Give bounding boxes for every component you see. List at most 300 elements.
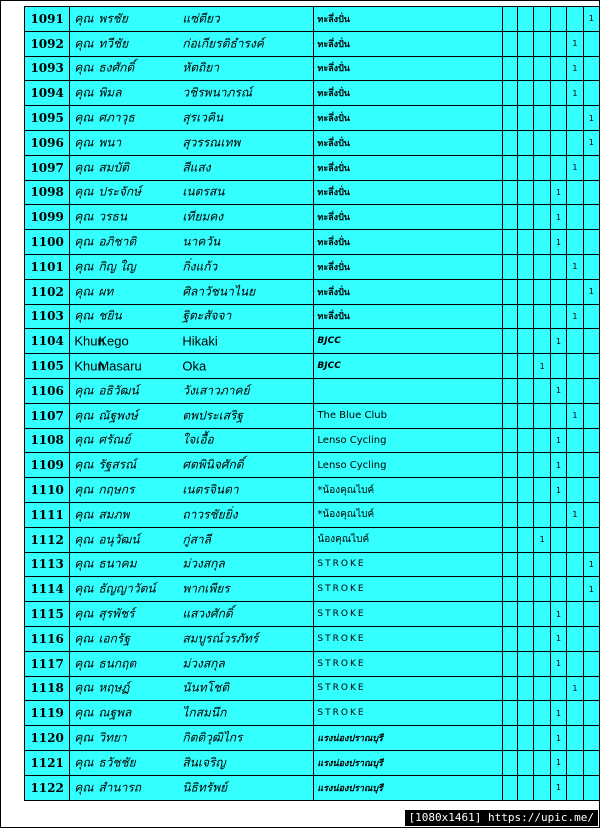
first-name: อธิวัฒน์ [98,383,139,398]
first-name: วรธน [98,209,128,224]
participant-name-cell [70,81,314,106]
category-cell-5 [567,626,583,651]
category-cell-5 [567,726,583,751]
name-title: คุณ [74,408,94,423]
last-name: เทียมคง [182,209,224,224]
club-name: แรงน่องปราณบุรี [314,750,503,775]
row-number: 1105 [25,354,70,379]
participant-name-cell [70,478,314,503]
category-cell-5 [567,552,583,577]
table-row [25,750,600,775]
row-number: 1113 [25,552,70,577]
participant-name-cell [70,626,314,651]
last-name: ม่วงสกุล [182,556,225,571]
name-title: คุณ [74,705,94,720]
category-cell-1 [503,254,518,279]
category-cell-6 [583,329,599,354]
row-number: 1097 [25,155,70,180]
row-number: 1115 [25,602,70,627]
row-number: 1114 [25,577,70,602]
name-title: คุณ [74,507,94,522]
category-cell-2 [518,7,534,32]
last-name: ฐิตะสัจจา [182,308,232,323]
club-name: ทะลึ่งปั่น [314,155,503,180]
category-cell-6 [583,527,599,552]
category-cell-5 [567,106,583,131]
category-cell-1 [503,81,518,106]
row-number: 1092 [25,31,70,56]
participant-name-cell [70,552,314,577]
category-cell-3 [534,701,550,726]
club-name: แรงน่องปราณบุรี [314,726,503,751]
category-cell-2 [518,304,534,329]
category-cell-5 [567,577,583,602]
category-cell-4: 1 [550,775,566,800]
last-name: วชิรพนาภรณ์ [182,85,252,100]
category-cell-2 [518,453,534,478]
name-title: คุณ [74,135,94,150]
first-name: เอกรัฐ [98,631,130,646]
first-name: ธนาคม [98,556,137,571]
category-cell-1 [503,428,518,453]
club-name: ทะลึ่งปั่น [314,205,503,230]
category-cell-2 [518,577,534,602]
category-cell-2 [518,205,534,230]
category-cell-6: 1 [583,106,599,131]
category-cell-3 [534,205,550,230]
category-cell-3 [534,453,550,478]
club-name: ทะลึ่งปั่น [314,304,503,329]
club-name: แรงน่องปราณบุรี [314,775,503,800]
category-cell-5: 1 [567,56,583,81]
category-cell-2 [518,701,534,726]
category-cell-4: 1 [550,626,566,651]
category-cell-6: 1 [583,279,599,304]
category-cell-2 [518,726,534,751]
category-cell-4 [550,106,566,131]
category-cell-2 [518,602,534,627]
category-cell-3 [534,180,550,205]
category-cell-6: 1 [583,552,599,577]
category-cell-3 [534,31,550,56]
last-name: พากเพียร [182,581,230,596]
category-cell-4: 1 [550,329,566,354]
category-cell-3 [534,7,550,32]
category-cell-6 [583,31,599,56]
participant-name-cell [70,180,314,205]
image-size-caption: [1080x1461] https://upic.me/ [405,810,598,826]
first-name: ศรัณย์ [98,432,131,447]
category-cell-1 [503,378,518,403]
name-title: คุณ [74,656,94,671]
category-cell-1 [503,7,518,32]
category-cell-6 [583,205,599,230]
category-cell-4: 1 [550,726,566,751]
category-cell-5 [567,180,583,205]
category-cell-4 [550,354,566,379]
category-cell-6 [583,453,599,478]
club-name: Lenso Cycling [314,453,503,478]
category-cell-1 [503,775,518,800]
category-cell-1 [503,230,518,255]
category-cell-3 [534,304,550,329]
club-name: ทะลึ่งปั่น [314,254,503,279]
last-name: สุวรรณเทพ [182,135,241,150]
row-number: 1119 [25,701,70,726]
category-cell-4 [550,130,566,155]
table-row [25,180,600,205]
category-cell-5 [567,329,583,354]
name-title: คุณ [74,259,94,274]
category-cell-6 [583,378,599,403]
table-row [25,403,600,428]
first-name: สมบัติ [98,160,129,175]
club-name: STROKE [314,602,503,627]
participant-name-cell [70,155,314,180]
category-cell-3 [534,230,550,255]
category-cell-5 [567,775,583,800]
category-cell-2 [518,106,534,131]
category-cell-4 [550,31,566,56]
category-cell-1 [503,750,518,775]
club-name: BJCC [314,354,503,379]
name-title: คุณ [74,234,94,249]
category-cell-4: 1 [550,205,566,230]
last-name: สุรเวคิน [182,110,224,125]
club-name: ทะลึ่งปั่น [314,130,503,155]
last-name: Oka [182,358,207,374]
category-cell-1 [503,626,518,651]
name-title: คุณ [74,11,94,26]
last-name: เนตรสน [182,184,225,199]
first-name: สำนารถ [98,780,142,795]
category-cell-5: 1 [567,81,583,106]
table-row [25,155,600,180]
first-name: ธวัชชัย [98,755,136,770]
last-name: ศิลาวัชนาไนย [182,284,256,299]
category-cell-1 [503,354,518,379]
last-name: ไกสมนึก [182,705,227,720]
table-row [25,726,600,751]
club-name: *น้องคุณไบค์ [314,478,503,503]
category-cell-6 [583,775,599,800]
table-row [25,453,600,478]
category-cell-4 [550,304,566,329]
category-cell-6 [583,304,599,329]
category-cell-5 [567,602,583,627]
category-cell-5 [567,354,583,379]
category-cell-5 [567,230,583,255]
last-name: นาควัน [182,234,221,249]
participant-name-cell [70,106,314,131]
category-cell-3 [534,651,550,676]
row-number: 1100 [25,230,70,255]
participant-name-cell [70,502,314,527]
category-cell-4 [550,552,566,577]
category-cell-1 [503,31,518,56]
participant-name-cell [70,329,314,354]
participant-name-cell [70,56,314,81]
first-name: สมภพ [98,507,130,522]
row-number: 1095 [25,106,70,131]
category-cell-6 [583,180,599,205]
table-row [25,329,600,354]
category-cell-2 [518,651,534,676]
row-number: 1116 [25,626,70,651]
club-name: STROKE [314,626,503,651]
first-name: อภิชาติ [98,234,137,249]
last-name: ใจเอื้อ [182,432,214,447]
category-cell-1 [503,130,518,155]
name-title: คุณ [74,532,94,547]
row-number: 1091 [25,7,70,32]
row-number: 1120 [25,726,70,751]
participant-table [24,6,600,801]
participant-name-cell [70,205,314,230]
participant-name-cell [70,31,314,56]
category-cell-5: 1 [567,676,583,701]
last-name: นิธิทรัพย์ [182,780,228,795]
category-cell-3 [534,626,550,651]
participant-name-cell [70,750,314,775]
category-cell-1 [503,329,518,354]
first-name: ธัญญาวัตน์ [98,581,156,596]
last-name: กิ่งแก้ว [182,259,218,274]
club-name: น้องคุณไบค์ [314,527,503,552]
category-cell-3 [534,577,550,602]
first-name: ประจักษ์ [98,184,142,199]
last-name: ตพประเสริฐ [182,408,244,423]
category-cell-6 [583,651,599,676]
category-cell-1 [503,577,518,602]
category-cell-4: 1 [550,478,566,503]
category-cell-3 [534,726,550,751]
name-title: คุณ [74,606,94,621]
table-row [25,527,600,552]
category-cell-2 [518,279,534,304]
category-cell-2 [518,775,534,800]
first-name: วิทยา [98,730,127,745]
category-cell-2 [518,478,534,503]
table-row [25,279,600,304]
club-name: ทะลึ่งปั่น [314,7,503,32]
participant-name-cell [70,304,314,329]
participant-name-cell [70,354,314,379]
category-cell-2 [518,155,534,180]
category-cell-5: 1 [567,502,583,527]
category-cell-5 [567,428,583,453]
category-cell-3 [534,676,550,701]
category-cell-1 [503,205,518,230]
row-number: 1117 [25,651,70,676]
category-cell-2 [518,378,534,403]
category-cell-4: 1 [550,651,566,676]
category-cell-6 [583,81,599,106]
table-row [25,478,600,503]
category-cell-4 [550,676,566,701]
name-title: คุณ [74,680,94,695]
last-name: วังเสาวภาคย์ [182,383,250,398]
name-title: คุณ [74,209,94,224]
first-name: พิมล [98,85,122,100]
table-row [25,354,600,379]
club-name: STROKE [314,676,503,701]
category-cell-1 [503,676,518,701]
row-number: 1102 [25,279,70,304]
last-name: แซ่ตียว [182,11,220,26]
participant-name-cell [70,279,314,304]
club-name: *น้องคุณไบค์ [314,502,503,527]
first-name: พรชัย [98,11,128,26]
row-number: 1110 [25,478,70,503]
category-cell-2 [518,230,534,255]
first-name: ณฐพล [98,705,132,720]
club-name: ทะลึ่งปั่น [314,180,503,205]
row-number: 1093 [25,56,70,81]
category-cell-4 [550,577,566,602]
club-name: STROKE [314,651,503,676]
row-number: 1101 [25,254,70,279]
category-cell-3 [534,56,550,81]
category-cell-5 [567,527,583,552]
category-cell-6 [583,354,599,379]
category-cell-5 [567,7,583,32]
table-row [25,676,600,701]
club-name: Lenso Cycling [314,428,503,453]
category-cell-4: 1 [550,602,566,627]
club-name: ทะลึ่งปั่น [314,106,503,131]
club-name: STROKE [314,701,503,726]
category-cell-4: 1 [550,453,566,478]
first-name: Kego [98,333,129,349]
category-cell-3 [534,602,550,627]
category-cell-5: 1 [567,155,583,180]
category-cell-1 [503,527,518,552]
last-name: Hikaki [182,333,218,349]
name-title: คุณ [74,432,94,447]
participant-table-body [25,7,600,801]
category-cell-6 [583,726,599,751]
first-name: ศภาวุธ [98,110,135,125]
last-name: สินเจริญ [182,755,226,770]
last-name: ถาวรชัยยิ่ง [182,507,238,522]
first-name: ชยิน [98,308,122,323]
category-cell-3 [534,329,550,354]
category-cell-3 [534,403,550,428]
category-cell-1 [503,106,518,131]
name-title: คุณ [74,755,94,770]
category-cell-4: 1 [550,701,566,726]
first-name: ทวีชัย [98,36,129,51]
category-cell-5: 1 [567,254,583,279]
last-name: แสวงศักดิ์ [182,606,233,621]
table-row [25,81,600,106]
category-cell-5 [567,279,583,304]
table-row [25,775,600,800]
first-name: กิญ ใญ [98,259,136,274]
club-name: ทะลึ่งปั่น [314,31,503,56]
last-name: นันทโชติ [182,680,230,695]
first-name: กฤษกร [98,482,135,497]
participant-name-cell [70,130,314,155]
first-name: สุรพัชร์ [98,606,135,621]
category-cell-1 [503,651,518,676]
club-name: ทะลึ่งปั่น [314,279,503,304]
row-number: 1122 [25,775,70,800]
category-cell-6 [583,155,599,180]
name-title: คุณ [74,110,94,125]
name-title: คุณ [74,581,94,596]
last-name: ศตพินิจศักดิ์ [182,457,244,472]
name-title: คุณ [74,780,94,795]
category-cell-6 [583,626,599,651]
category-cell-5 [567,478,583,503]
name-title: Khun [74,358,105,374]
category-cell-2 [518,81,534,106]
category-cell-3 [534,254,550,279]
category-cell-2 [518,180,534,205]
last-name: สมบูรณ์วรภัทร์ [182,631,259,646]
name-title: คุณ [74,631,94,646]
name-title: คุณ [74,730,94,745]
category-cell-1 [503,502,518,527]
table-row [25,230,600,255]
category-cell-2 [518,354,534,379]
category-cell-3 [534,279,550,304]
name-title: คุณ [74,184,94,199]
table-row [25,602,600,627]
club-name: ทะลึ่งปั่น [314,56,503,81]
category-cell-1 [503,180,518,205]
category-cell-4 [550,279,566,304]
table-row [25,7,600,32]
name-title: Khun [74,333,105,349]
club-name: ทะลึ่งปั่น [314,230,503,255]
name-title: คุณ [74,60,94,75]
table-row [25,205,600,230]
category-cell-4 [550,502,566,527]
row-number: 1103 [25,304,70,329]
club-name [314,378,503,403]
row-number: 1096 [25,130,70,155]
category-cell-1 [503,403,518,428]
first-name: ณัฐพงษ์ [98,408,138,423]
category-cell-1 [503,478,518,503]
name-title: คุณ [74,160,94,175]
category-cell-2 [518,502,534,527]
participant-name-cell [70,602,314,627]
table-row [25,502,600,527]
club-name: ทะลึ่งปั่น [314,81,503,106]
category-cell-5: 1 [567,304,583,329]
participant-name-cell [70,378,314,403]
category-cell-3 [534,155,550,180]
category-cell-6 [583,230,599,255]
participant-name-cell [70,676,314,701]
first-name: หฤษฏ์ [98,680,130,695]
category-cell-6 [583,403,599,428]
first-name: ธนกฤต [98,656,137,671]
participant-name-cell [70,775,314,800]
last-name: ม่วงสกุล [182,656,225,671]
category-cell-4: 1 [550,230,566,255]
last-name: หัตถิยา [182,60,220,75]
first-name: อนุวัฒน์ [98,532,140,547]
name-title: คุณ [74,85,94,100]
category-cell-4 [550,81,566,106]
category-cell-4 [550,403,566,428]
category-cell-5 [567,651,583,676]
